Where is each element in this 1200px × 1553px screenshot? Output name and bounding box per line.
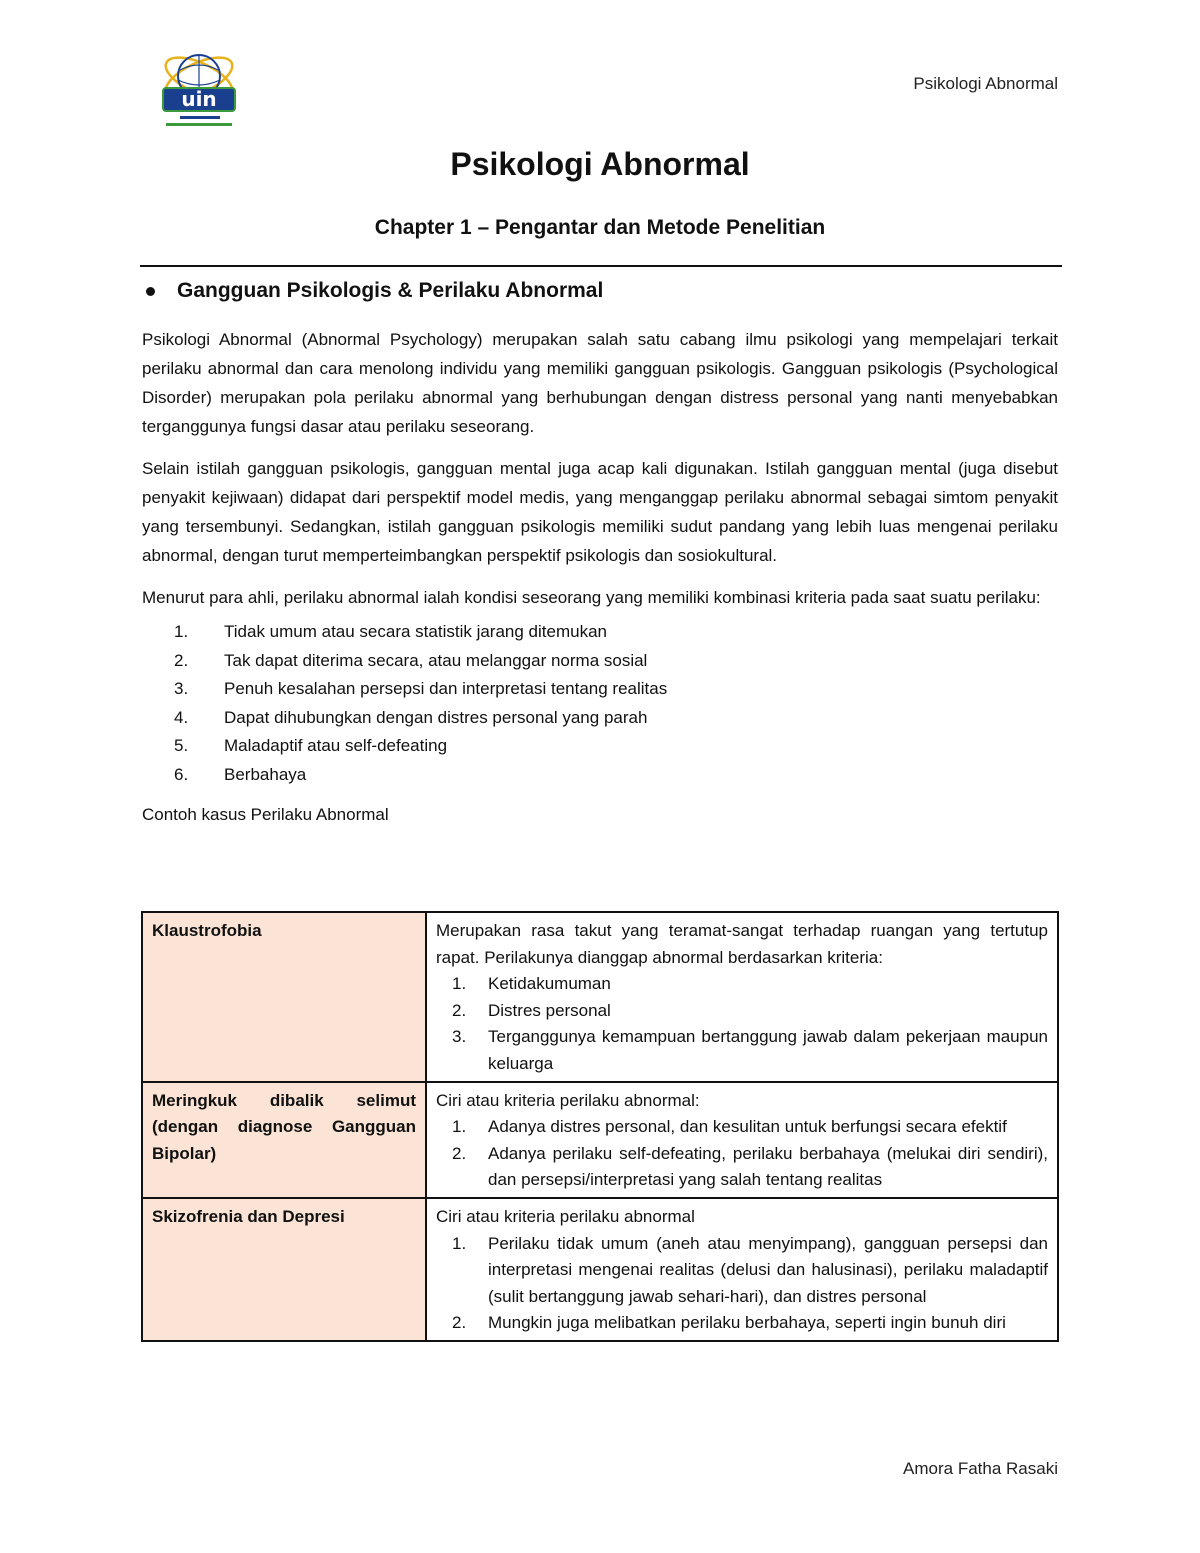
list-text: Adanya perilaku self-defeating, perilaku berbahaya (melukai diri sendiri), dan persepsi/interpretasi yang salah tentang realitas: [488, 1143, 1048, 1190]
list-item: [142, 761, 1058, 790]
list-item: [436, 1024, 1048, 1077]
criteria-list: [142, 618, 1058, 790]
list-number: 4.: [174, 707, 189, 727]
logo-text: uin: [181, 87, 217, 111]
title-divider: [140, 265, 1062, 267]
uin-logo: [158, 40, 240, 132]
list-item: [436, 971, 1048, 998]
list-number: 2.: [174, 650, 189, 670]
list-text: Tak dapat diterima secara, atau melanggar norma sosial: [224, 650, 648, 670]
running-header: Psikologi Abnormal: [913, 74, 1058, 93]
paragraph-mental-disorder: Selain istilah gangguan psikologis, gangguan mental juga acap kali digunakan. Istilah gangguan mental (juga disebut penyakit kejiwaan) didapat dari perspektif model medis, yang menganggap perilaku abnormal sebagai simtom penyakit yang tersembunyi. Sedangkan, istilah gangguan psikologis memiliki sudut pandang yang lebih luas mengenai perilaku abnormal, dengan turut memperteimbangkan perspektif psikologis dan sosiokultural.: [142, 459, 1058, 565]
list-text: Mungkin juga melibatkan perilaku berbahaya, seperti ingin bunuh diri: [488, 1313, 1006, 1333]
list-item: [142, 704, 1058, 733]
case-intro: Ciri atau kriteria perilaku abnormal: [436, 1206, 695, 1226]
chapter-title: Chapter 1 – Pengantar dan Metode Penelitian: [374, 216, 826, 239]
paragraph-definition: Psikologi Abnormal (Abnormal Psychology) merupakan salah satu cabang ilmu psikologi yang mempelajari terkait perilaku abnormal dan cara menolong individu yang memiliki gangguan psikologis. Gangguan psikologis (Psychological Disorder) merupakan pola perilaku abnormal yang berhubungan dengan distress personal yang nanti menyebabkan terganggunya fungsi dasar atau perilaku seseorang.: [142, 330, 1058, 436]
case-table: [141, 911, 1059, 1342]
list-number: 3.: [452, 1027, 467, 1047]
case-term: Meringkuk dibalik selimut (dengan diagnose Gangguan Bipolar): [142, 1082, 426, 1198]
case-description: [426, 912, 1058, 1082]
list-text: Maladaptif atau self-defeating: [224, 736, 448, 756]
list-text: Ketidakumuman: [488, 974, 611, 994]
list-text: Tidak umum atau secara statistik jarang ditemukan: [224, 622, 607, 641]
table-caption: Contoh kasus Perilaku Abnormal: [142, 804, 389, 824]
list-item: [436, 998, 1048, 1025]
list-number: 1.: [452, 1117, 467, 1137]
list-item: [142, 675, 1058, 704]
document-title: Psikologi Abnormal: [450, 146, 750, 182]
list-text: Adanya distres personal, dan kesulitan untuk berfungsi secara efektif: [488, 1117, 1007, 1137]
list-item: [436, 1310, 1048, 1337]
list-number: 6.: [174, 764, 189, 784]
case-criteria-list: [436, 971, 1048, 1077]
list-text: Penuh kesalahan persepsi dan interpretasi tentang realitas: [224, 679, 668, 699]
case-intro: Ciri atau kriteria perilaku abnormal:: [436, 1090, 700, 1110]
list-text: Perilaku tidak umum (aneh atau menyimpang), gangguan persepsi dan interpretasi mengenai realitas (delusi dan halusinasi), perilaku maladaptif (sulit bertanggung jawab sehari-hari), dan distres personal: [488, 1233, 1048, 1306]
case-intro: Merupakan rasa takut yang teramat-sangat terhadap ruangan yang tertutup rapat. Perilakunya dianggap abnormal berdasarkan kriteria:: [436, 921, 1048, 967]
list-item: [142, 618, 1058, 647]
list-text: Distres personal: [488, 1000, 611, 1020]
list-item: [142, 732, 1058, 761]
paragraph-criteria-intro: Menurut para ahli, perilaku abnormal ialah kondisi seseorang yang memiliki kombinasi kriteria pada saat suatu perilaku:: [142, 588, 1041, 607]
table-row: [142, 912, 1058, 1082]
list-number: 2.: [452, 1000, 467, 1020]
list-number: 1.: [174, 622, 189, 641]
list-number: 1.: [452, 1233, 467, 1253]
list-number: 3.: [174, 679, 189, 699]
bullet-icon: [146, 287, 155, 296]
list-number: 5.: [174, 736, 189, 756]
case-description: [426, 1198, 1058, 1341]
list-text: Berbahaya: [224, 764, 307, 784]
case-description: [426, 1082, 1058, 1198]
list-number: 1.: [452, 974, 467, 994]
list-item: [142, 647, 1058, 676]
main-content: [142, 275, 1058, 829]
list-item: [436, 1231, 1048, 1311]
case-term: Klaustrofobia: [142, 912, 426, 1082]
table-row: [142, 1198, 1058, 1341]
case-criteria-list: [436, 1114, 1048, 1194]
footer-author: Amora Fatha Rasaki: [903, 1459, 1058, 1478]
list-number: 2.: [452, 1313, 467, 1333]
list-item: [436, 1141, 1048, 1194]
section-heading: [142, 275, 1058, 307]
list-text: Terganggunya kemampuan bertanggung jawab dalam pekerjaan maupun keluarga: [488, 1027, 1048, 1073]
list-number: 2.: [452, 1143, 467, 1163]
table-row: [142, 1082, 1058, 1198]
section-heading-text: Gangguan Psikologis & Perilaku Abnormal: [177, 279, 604, 302]
list-item: [436, 1114, 1048, 1141]
list-text: Dapat dihubungkan dengan distres personal yang parah: [224, 707, 648, 727]
case-term: Skizofrenia dan Depresi: [142, 1198, 426, 1341]
case-criteria-list: [436, 1231, 1048, 1337]
